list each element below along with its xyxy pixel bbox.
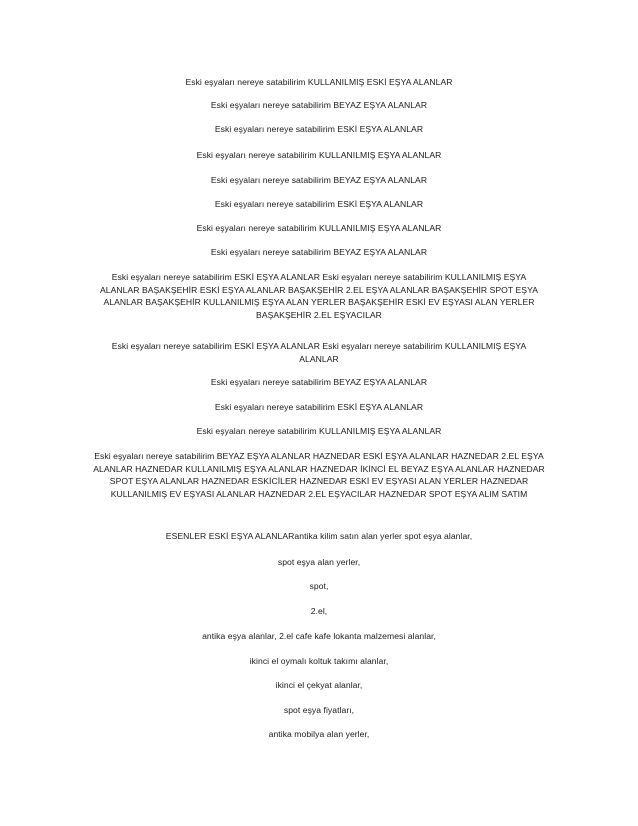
paragraph-14: Eski eşyaları nereye satabilirim BEYAZ EŞYA ALANLAR HAZNEDAR ESKİ EŞYA ALANLAR HAZNEDAR 2.EL EŞYA ALANLAR HAZNEDAR KULLANILMIŞ EŞYA ALANLAR HAZNEDAR İKİNCİ EL BEYAZ EŞYA ALANLAR HAZNEDAR SPOT EŞYA ALANLAR HAZNEDAR ESKİCİLER HAZNEDAR ESKİ EV EŞYASI ALAN YERLER HAZNEDAR KULLANILMIŞ EV EŞYASI ALANLAR HAZNEDAR 2.EL EŞYACILAR HAZNEDAR SPOT EŞYA ALIM SATIM bbox=[93, 451, 545, 499]
paragraph-12: Eski eşyaları nereye satabilirim ESKİ EŞYA ALANLAR bbox=[214, 402, 424, 412]
paragraph-7: Eski eşyaları nereye satabilirim KULLANILMIŞ EŞYA ALANLAR bbox=[196, 223, 442, 233]
paragraph-5: Eski eşyaları nereye satabilirim BEYAZ EŞYA ALANLAR bbox=[210, 175, 428, 185]
paragraph-22: spot eşya fiyatları, bbox=[283, 705, 355, 715]
paragraph-3: Eski eşyaları nereye satabilirim ESKİ EŞYA ALANLAR bbox=[214, 124, 424, 134]
paragraph-11: Eski eşyaları nereye satabilirim BEYAZ EŞYA ALANLAR bbox=[210, 377, 428, 387]
paragraph-16: spot eşya alan yerler, bbox=[277, 557, 361, 567]
paragraph-21: ikinci el çekyat alanlar, bbox=[275, 680, 363, 690]
paragraph-8: Eski eşyaları nereye satabilirim BEYAZ EŞYA ALANLAR bbox=[210, 247, 428, 257]
paragraph-1: Eski eşyaları nereye satabilirim KULLANILMIŞ ESKİ EŞYA ALANLAR bbox=[185, 77, 453, 87]
paragraph-20: ikinci el oymalı koltuk takımı alanlar, bbox=[249, 656, 389, 666]
paragraph-23: antika mobilya alan yerler, bbox=[268, 729, 370, 739]
paragraph-9: Eski eşyaları nereye satabilirim ESKİ EŞYA ALANLAR Eski eşyaları nereye satabilirim KULLANILMIŞ EŞYA ALANLAR BAŞAKŞEHİR ESKİ EŞYA ALANLAR BAŞAKŞEHİR 2.EL EŞYA ALANLAR BAŞAKŞEHİR SPOT EŞYA ALANLAR BAŞAKŞEHİR KULLANILMIŞ EŞYA ALAN YERLER BAŞAKŞEHİR ESKİ EV EŞYASI ALAN YERLER BAŞAKŞEHİR 2.EL EŞYACILAR bbox=[100, 272, 538, 320]
paragraph-18: 2.el, bbox=[310, 606, 328, 616]
paragraph-19: antika eşya alanlar, 2.el cafe kafe lokanta malzemesi alanlar, bbox=[202, 631, 436, 641]
paragraph-17: spot, bbox=[309, 581, 329, 591]
paragraph-2: Eski eşyaları nereye satabilirim BEYAZ EŞYA ALANLAR bbox=[210, 100, 428, 110]
paragraph-6: Eski eşyaları nereye satabilirim ESKİ EŞYA ALANLAR bbox=[214, 199, 424, 209]
paragraph-10: Eski eşyaları nereye satabilirim ESKİ EŞYA ALANLAR Eski eşyaları nereye satabilirim KULLANILMIŞ EŞYA ALANLAR bbox=[111, 341, 527, 364]
paragraph-13: Eski eşyaları nereye satabilirim KULLANILMIŞ EŞYA ALANLAR bbox=[196, 426, 442, 436]
paragraph-15: ESENLER ESKİ EŞYA ALANLARantika kilim satın alan yerler spot eşya alanlar, bbox=[165, 531, 473, 541]
paragraph-4: Eski eşyaları nereye satabilirim KULLANILMIŞ EŞYA ALANLAR bbox=[196, 150, 442, 160]
